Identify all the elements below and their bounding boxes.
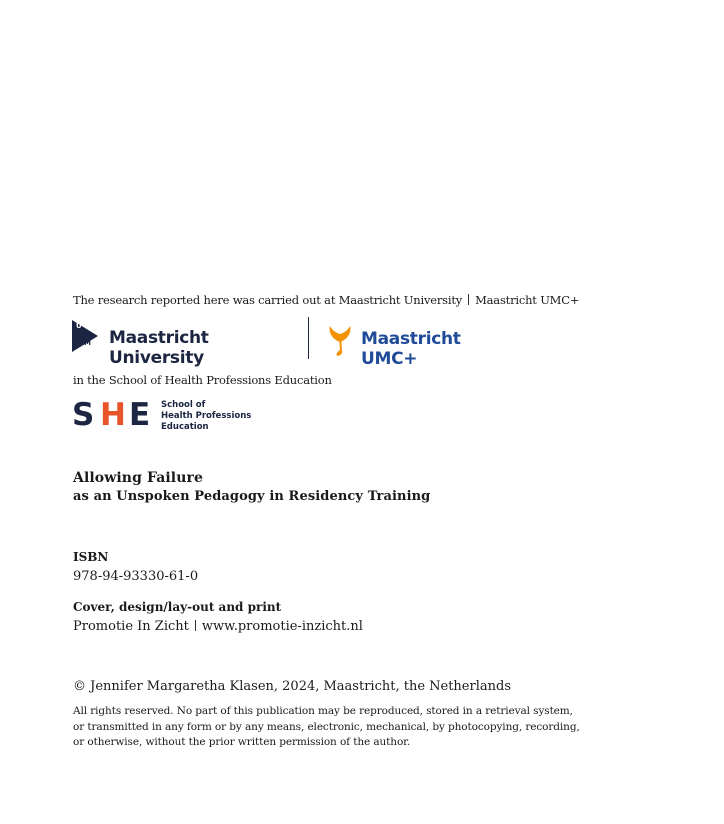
she-letter-e: E [129,397,152,433]
cover-url[interactable]: www.promotie-inzicht.nl [201,619,363,634]
umc-name: Maastricht UMC+ [361,329,461,369]
legal-line-3: or otherwise, without the prior written permission of the author. [73,736,411,748]
legal-line-1: All rights reserved. No part of this publication may be reproduced, stored in a retrieval system, [73,705,573,717]
she-letter-h: H [100,397,127,433]
cover-company: Promotie In Zicht [73,619,189,634]
book-subtitle: as an Unspoken Pedagogy in Residency Training [73,489,431,504]
maastricht-umc-logo [326,322,516,369]
she-logo [72,397,252,434]
cover-divider [195,620,196,631]
cover-line [73,619,363,634]
logo-divider [308,317,309,359]
intro-text: The research reported here was carried out at Maastricht University [73,293,463,307]
isbn-value: 978-94-93330-61-0 [73,569,199,584]
book-title: Allowing Failure [73,470,203,486]
intro-line [73,293,579,307]
um-name: Maastricht University [109,328,209,368]
intro-text-umc: Maastricht UMC+ [475,293,580,307]
she-text [161,400,251,433]
she-line-3: Education [161,422,209,432]
isbn-label: ISBN [73,550,109,564]
she-line-1: School of [161,400,206,410]
maastricht-university-logo [72,320,302,368]
umc-heart-icon [326,322,356,356]
copyright: © Jennifer Margaretha Klasen, 2024, Maastricht, the Netherlands [73,679,511,694]
um-mark-m: M [84,339,91,347]
school-line: in the School of Health Professions Education [73,373,332,387]
she-letter-s: S [72,397,96,433]
legal-line-2: or transmitted in any form or by any means, electronic, mechanical, by photocopying, recording, [73,720,580,733]
she-line-2: Health Professions [161,411,252,421]
um-mark-u: U [76,322,82,330]
cover-label: Cover, design/lay-out and print [73,600,282,614]
divider [468,294,469,305]
legal-notice [73,704,580,751]
